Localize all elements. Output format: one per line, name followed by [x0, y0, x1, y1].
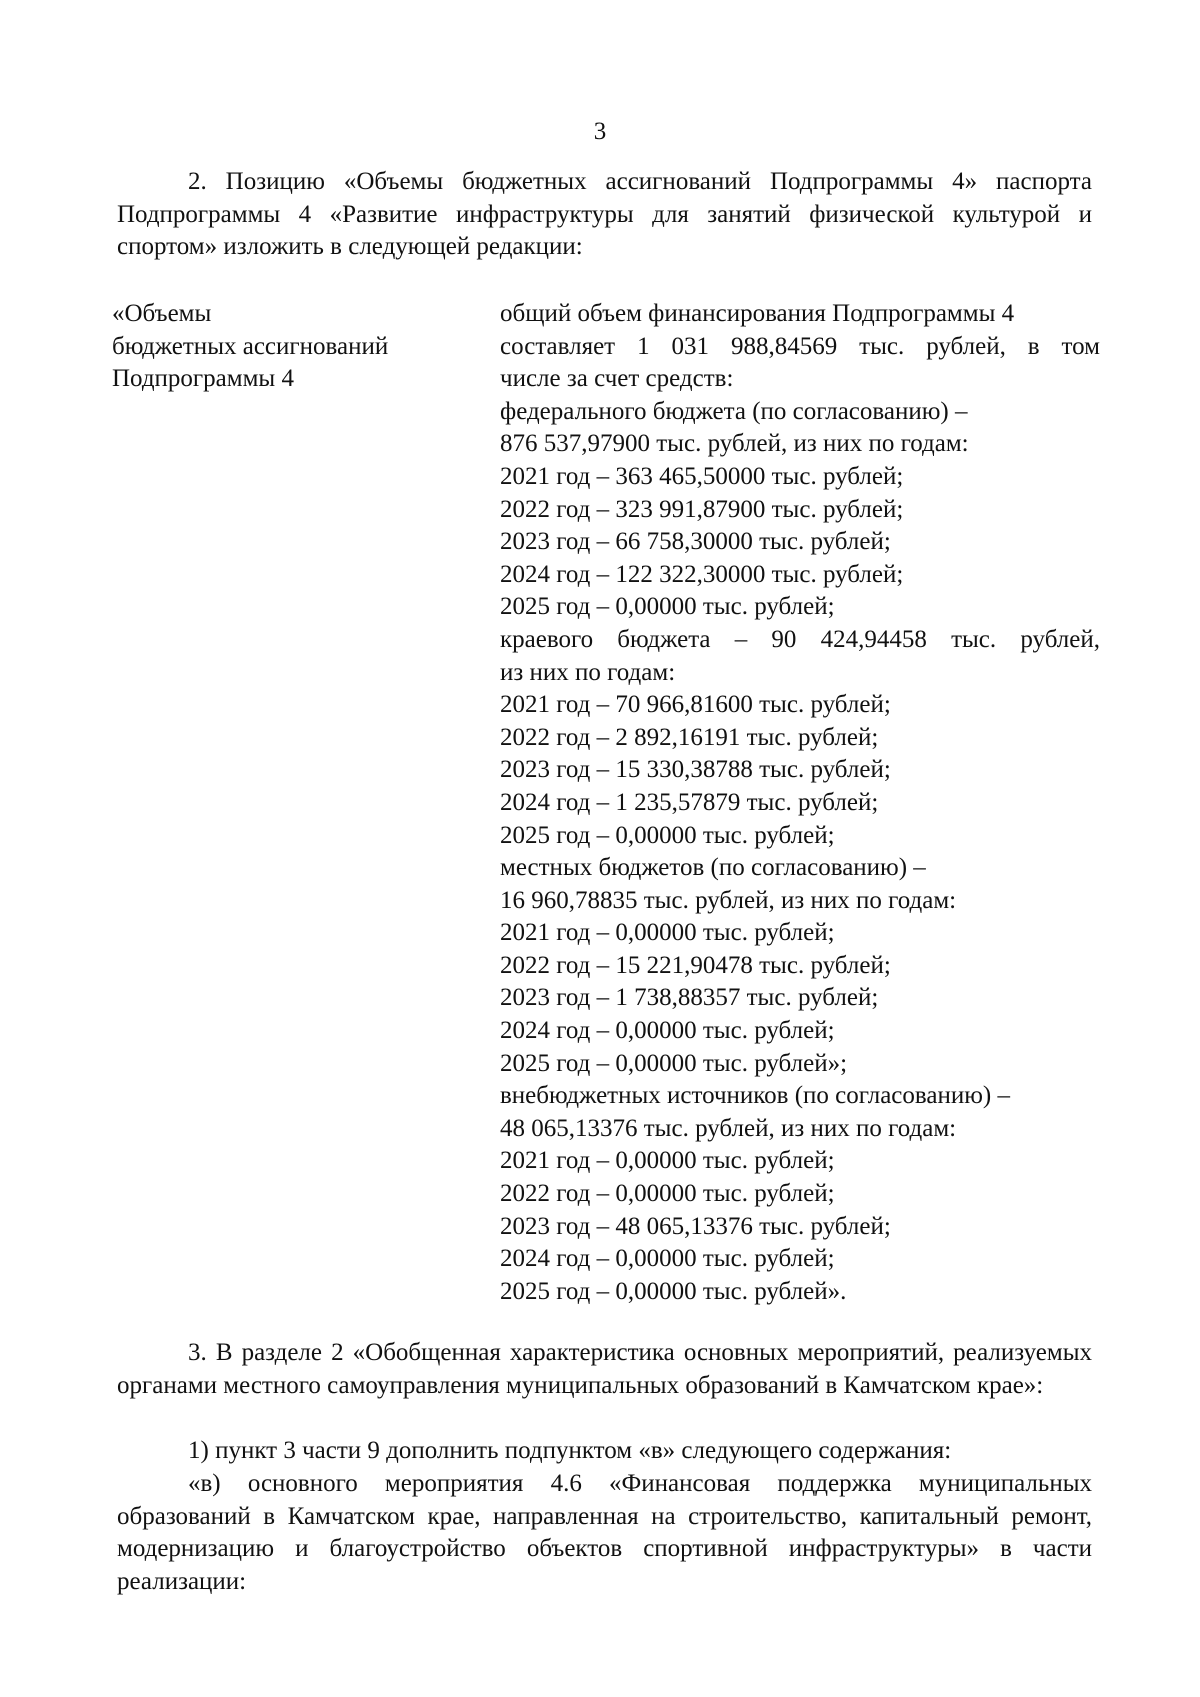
funding-line: 2025 год – 0,00000 тыс. рублей»;: [500, 1049, 848, 1077]
paragraph-2: 2. Позицию «Объемы бюджетных ассигнований Подпрограммы 4» паспорта Подпрограммы 4 «Развитие инфраструктуры для занятий физической культурой и спортом» изложить в следующей редакции:: [117, 168, 1092, 261]
funding-line: общий объем финансирования Подпрограммы 4: [500, 300, 1015, 327]
funding-line: местных бюджетов (по согласованию) –: [500, 854, 926, 882]
funding-line: 2022 год – 0,00000 тыс. рублей;: [500, 1180, 835, 1208]
paragraph-3-subitem-1: 1) пункт 3 части 9 дополнить подпунктом «в» следующего содержания:: [188, 1437, 952, 1464]
funding-line: федерального бюджета (по согласованию) –: [500, 397, 968, 425]
funding-line: 16 960,78835 тыс. рублей, из них по годам:: [500, 886, 957, 914]
funding-line: 2024 год – 0,00000 тыс. рублей;: [500, 1245, 835, 1273]
funding-line: 2022 год – 2 892,16191 тыс. рублей;: [500, 723, 879, 751]
funding-line: 2025 год – 0,00000 тыс. рублей;: [500, 821, 835, 849]
funding-line: 2021 год – 0,00000 тыс. рублей;: [500, 1147, 835, 1175]
passport-label-line: Подпрограммы 4: [112, 365, 294, 393]
funding-line: 2021 год – 70 966,81600 тыс. рублей;: [500, 691, 891, 719]
funding-line: 2023 год – 1 738,88357 тыс. рублей;: [500, 984, 879, 1012]
funding-line: 48 065,13376 тыс. рублей, из них по годам:: [500, 1114, 957, 1142]
funding-line: 2024 год – 0,00000 тыс. рублей;: [500, 1017, 835, 1045]
funding-line: 2024 год – 1 235,57879 тыс. рублей;: [500, 788, 879, 816]
paragraph-3-subitem-v: «в) основного мероприятия 4.6 «Финансовая поддержка муниципальных образований в Камчатском крае, направленная на строительство, капитальный ремонт, модернизацию и благоустройство объектов спортивной инфраструктуры» в части реализации:: [117, 1470, 1092, 1595]
funding-line: 2023 год – 66 758,30000 тыс. рублей;: [500, 528, 891, 556]
funding-line: из них по годам:: [500, 658, 676, 686]
funding-line: 2022 год – 323 991,87900 тыс. рублей;: [500, 495, 904, 523]
passport-position-label: [112, 298, 452, 396]
passport-position-value: [500, 298, 1100, 1308]
page-number: 3: [593, 118, 607, 145]
funding-line: 2025 год – 0,00000 тыс. рублей».: [500, 1277, 847, 1305]
funding-line: 2022 год – 15 221,90478 тыс. рублей;: [500, 951, 891, 979]
funding-line: 2023 год – 15 330,38788 тыс. рублей;: [500, 756, 891, 784]
funding-line: 2025 год – 0,00000 тыс. рублей;: [500, 593, 835, 621]
funding-line: 2024 год – 122 322,30000 тыс. рублей;: [500, 560, 904, 588]
funding-line: составляет 1 031 988,84569 тыс. рублей, в том: [500, 332, 1100, 360]
passport-label-line: бюджетных ассигнований: [112, 332, 389, 360]
passport-label-line: «Объемы: [112, 300, 212, 327]
funding-line: внебюджетных источников (по согласованию) –: [500, 1082, 1010, 1110]
funding-line: 2023 год – 48 065,13376 тыс. рублей;: [500, 1212, 891, 1240]
funding-line: 2021 год – 363 465,50000 тыс. рублей;: [500, 462, 904, 490]
paragraph-3: 3. В разделе 2 «Обобщенная характеристика основных мероприятий, реализуемых органами местного самоуправления муниципальных образований в Камчатском крае»:: [117, 1339, 1092, 1399]
funding-line: числе за счет средств:: [500, 365, 734, 393]
funding-line: 2021 год – 0,00000 тыс. рублей;: [500, 919, 835, 947]
funding-line: краевого бюджета – 90 424,94458 тыс. рублей,: [500, 625, 1100, 653]
funding-line: 876 537,97900 тыс. рублей, из них по годам:: [500, 430, 969, 458]
